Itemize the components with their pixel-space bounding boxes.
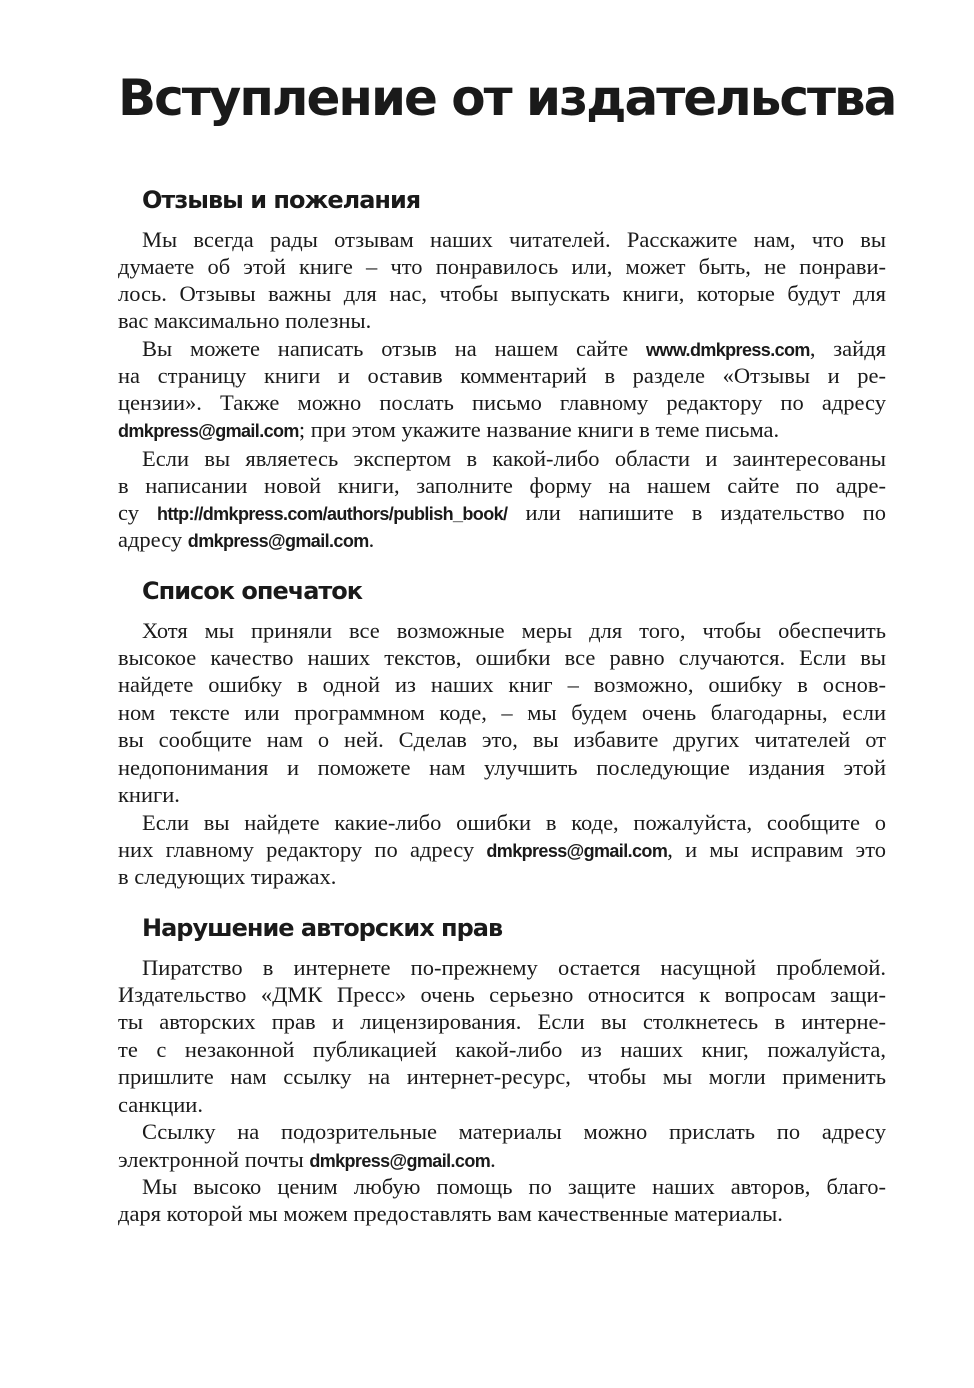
- text-line: думаете об этой книге – что понравилось или, может быть, не понрави-: [118, 254, 886, 279]
- text-line: пришлите нам ссылку на интернет-ресурс, чтобы мы могли применить: [118, 1064, 886, 1089]
- text-line: в написании новой книги, заполните форму на нашем сайте по адре-: [118, 473, 886, 498]
- text-line: недопонимания и поможете нам улучшить последующие издания этой: [118, 755, 886, 780]
- text-line: Если вы являетесь экспертом в какой-либо области и заинтересованы: [142, 446, 886, 471]
- text-line: санкции.: [118, 1092, 203, 1117]
- text-line: даря которой мы можем предоставлять вам качественные материалы.: [118, 1201, 783, 1226]
- text-line: dmkpress@gmail.com; при этом укажите название книги в теме письма.: [118, 417, 780, 442]
- text-line: цензии». Также можно послать письмо главному редактору по адресу: [118, 390, 886, 415]
- text-line: Хотя мы приняли все возможные меры для того, чтобы обеспечить: [142, 618, 886, 643]
- text-line: вы сообщите нам о ней. Сделав это, вы избавите других читателей от: [118, 727, 886, 752]
- page-title: Вступление от издательства: [118, 69, 896, 127]
- text-line: вас максимально полезны.: [118, 308, 372, 333]
- text-line: них главному редактору по адресу dmkpress@gmail.com, и мы исправим это: [118, 837, 886, 862]
- email-link[interactable]: dmkpress@gmail.com: [118, 421, 299, 441]
- text-line: в следующих тиражах.: [118, 864, 337, 889]
- text-line: ном тексте или программном коде, – мы будем очень благодарны, если: [118, 700, 886, 725]
- text-line: Если вы найдете какие-либо ошибки в коде, пожалуйста, сообщите о: [142, 810, 886, 835]
- text-line: высокое качество наших текстов, ошибки все равно случаются. Если вы: [118, 645, 886, 670]
- text-line: найдете ошибку в одной из наших книг – возможно, ошибку в основ-: [118, 672, 886, 697]
- email-link[interactable]: dmkpress@gmail.com: [187, 531, 369, 551]
- text-line: су http://dmkpress.com/authors/publish_book/ или напишите в издательство по: [118, 500, 886, 525]
- text-line: лось. Отзывы важны для нас, чтобы выпускать книги, которые будут для: [118, 281, 886, 306]
- text-line: Вы можете написать отзыв на нашем сайте www.dmkpress.com, зайдя: [142, 336, 886, 361]
- text-line: Мы высоко ценим любую помощь по защите наших авторов, благо-: [142, 1174, 886, 1199]
- text-line: электронной почты dmkpress@gmail.com.: [118, 1147, 496, 1172]
- text-line: те с незаконной публикацией какой-либо из наших книг, пожалуйста,: [118, 1037, 886, 1062]
- section-heading-feedback: Отзывы и пожелания: [142, 186, 421, 214]
- text-line: Издательство «ДМК Пресс» очень серьезно относится к вопросам защи-: [118, 982, 886, 1007]
- email-link[interactable]: dmkpress@gmail.com: [309, 1151, 491, 1171]
- text-line: Пиратство в интернете по-прежнему остается насущной проблемой.: [142, 955, 886, 980]
- website-link[interactable]: www.dmkpress.com: [646, 340, 810, 360]
- email-link[interactable]: dmkpress@gmail.com: [486, 841, 668, 861]
- publish-book-link[interactable]: http://dmkpress.com/authors/publish_book/: [156, 504, 508, 524]
- text-line: книги.: [118, 782, 180, 807]
- text-line: Ссылку на подозрительные материалы можно прислать по адресу: [142, 1119, 886, 1144]
- section-heading-copyright: Нарушение авторских прав: [142, 914, 503, 942]
- text-line: на страницу книги и оставив комментарий в разделе «Отзывы и ре-: [118, 363, 886, 388]
- text-line: Мы всегда рады отзывам наших читателей. Расскажите нам, что вы: [142, 227, 886, 252]
- section-heading-errata: Список опечаток: [142, 577, 363, 605]
- text-line: адресу dmkpress@gmail.com.: [118, 527, 375, 552]
- text-line: ты авторских прав и лицензирования. Если вы столкнетесь в интерне-: [118, 1009, 886, 1034]
